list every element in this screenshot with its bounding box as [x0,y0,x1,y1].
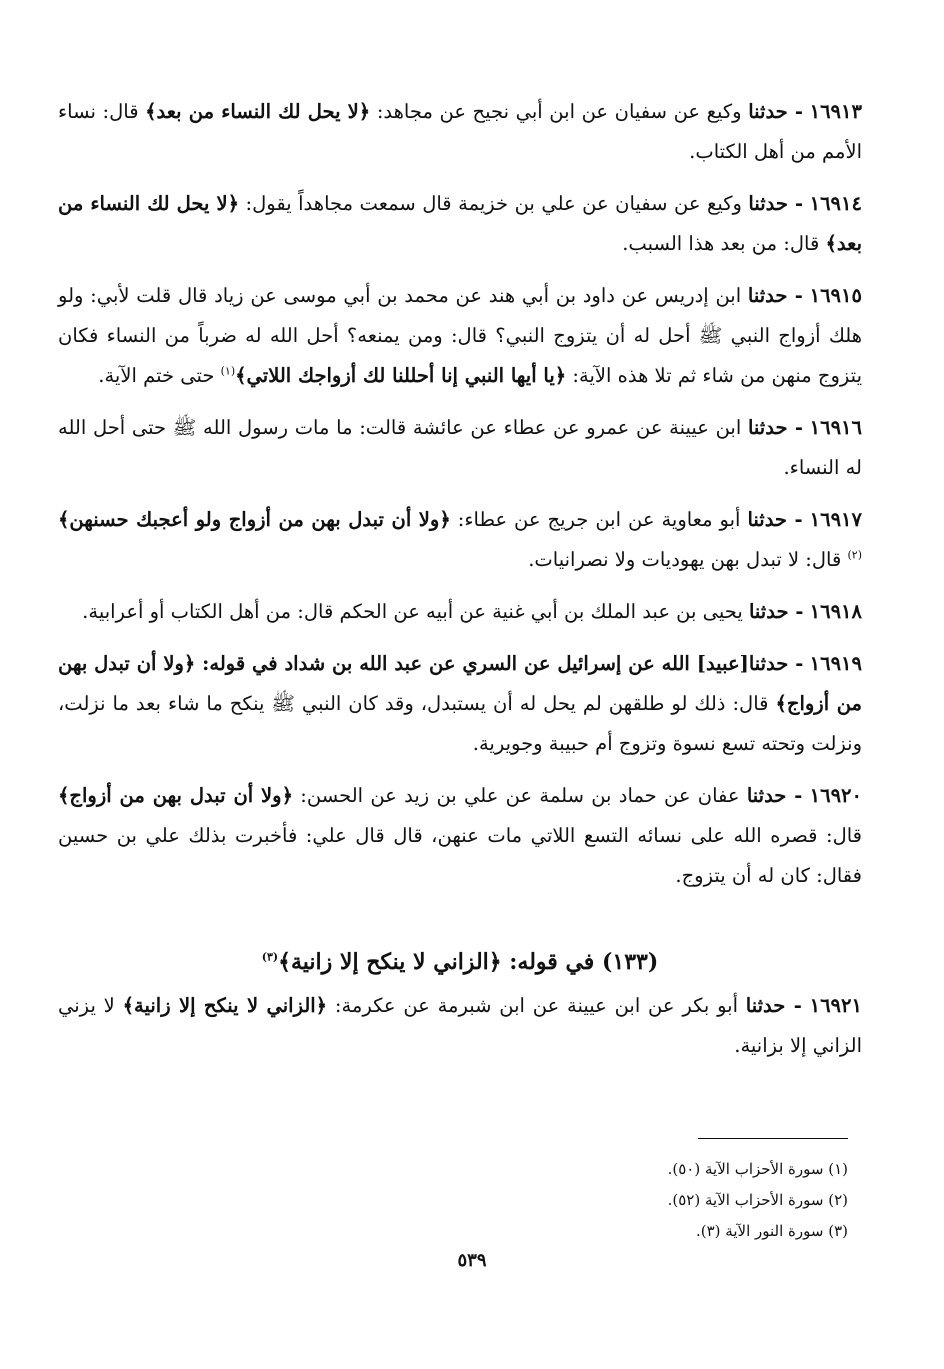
hadith-lead: - حدثنا [748,100,804,123]
section-heading [58,942,862,982]
hadith-entry [58,500,862,580]
hadith-lead: - حدثنا [745,994,802,1017]
hadith-number: ١٦٩١٦ [809,416,862,439]
hadith-entry [58,592,862,632]
hadith-number: ١٦٩١٧ [809,508,863,531]
hadith-entry [58,776,862,896]
hadith-entry [58,92,862,172]
hadith-text-end: حتى ختم الآية. [98,364,221,387]
hadith-text: أبو معاوية عن ابن جريج عن عطاء: [450,508,748,531]
hadith-number: ١٦٩١٩ [809,652,862,675]
hadith-entry [58,184,862,264]
quran-quote: ﴿ولا أن تبدل بهن من أزواج ولو أعجبك حسنهن﴾ [58,508,451,531]
hadith-entry [58,986,862,1066]
footnote-ref: (٣) [261,950,279,964]
hadith-lead: - حدثنا [748,652,804,675]
hadith-text: ابن إدريس عن داود بن أبي هند عن محمد بن أبي موسى عن زياد قال قلت لأبي: ولو هلك أزواج النبي ﷺ أحل له أن يتزوج النبي؟ قال: ومن يمنعه؟ أحل الله له ضرباً من النساء فكان يتزوج منهن من شاء ثم تلا هذه الآية: [58,284,862,387]
hadith-text-end: قال: نساء الأمم من أهل الكتاب. [58,100,862,163]
hadith-entry [58,644,862,764]
footnotes [300,1154,848,1247]
hadith-lead: - حدثنا [747,416,803,439]
hadith-lead: - حدثنا [747,284,803,307]
hadith-lead: - حدثنا [746,784,803,807]
hadith-text: يحيى بن عبد الملك بن أبي غنية عن أبيه عن الحكم قال: من أهل الكتاب أو أعرابية. [82,600,749,623]
hadith-number: ١٦٩١٨ [809,600,862,623]
quran-quote: ﴿لا يحل لك النساء من بعد﴾ [58,192,862,255]
hadith-text: وكيع عن سفيان عن ابن أبي نجيح عن مجاهد: [370,100,749,123]
footnote: (٣) سورة النور الآية (٣). [695,1222,848,1240]
hadith-text-end: قال: قصره الله على نسائه التسع اللاتي مات عنهن، قال قال علي: فأخبرت بذلك علي بن حسين فقال: كان له أن يتزوج. [58,824,862,887]
quran-quote: ﴿يا أيها النبي إنا أحللنا لك أزواجك اللاتي﴾ [235,364,567,387]
hadith-lead: - حدثنا [747,508,803,531]
quran-quote: ﴿لا يحل لك النساء من بعد﴾ [145,100,371,123]
hadith-text-end: قال: لا تبدل بهن يهوديات ولا نصرانيات. [528,548,848,571]
hadith-text-end: لا يزني الزاني إلا بزانية. [58,994,862,1057]
footnote-ref: (١) [220,364,236,378]
section-heading-text: (١٣٣) في قوله: ﴿الزاني لا ينكح إلا زانية﴾ [278,949,659,975]
hadith-number: ١٦٩٢٠ [809,784,862,807]
hadith-entry [58,408,862,488]
hadith-lead: - حدثنا [748,600,804,623]
hadith-text-end: قال: ذلك لو طلقهن لم يحل له أن يستبدل، وقد كان النبي ﷺ ينكح ما شاء بعد ما نزلت، ونزلت وتحته تسع نسوة وتزوج أم حبيبة وجويرية. [58,692,862,755]
footnote-ref: (٢) [847,548,862,562]
hadith-text: أبو بكر عن ابن عيينة عن ابن شبرمة عن عكرمة: [327,994,746,1017]
hadith-text: ابن عيينة عن عمرو عن عطاء عن عائشة قالت: ما مات رسول الله ﷺ حتى أحل الله له النساء. [58,416,862,479]
hadith-number: ١٦٩١٥ [809,284,862,307]
quran-quote: ﴿ولا أن تبدل بهن من أزواج﴾ [58,652,862,715]
hadith-text: وكيع عن سفيان عن علي بن خزيمة قال سمعت مجاهداً يقول: [239,192,749,215]
footnote-divider [698,1138,848,1139]
page-number: ٥٣٩ [457,1250,487,1271]
footnote: (٢) سورة الأحزاب الآية (٥٢). [667,1191,848,1209]
quran-quote: ﴿الزاني لا ينكح إلا زانية﴾ [122,994,328,1017]
hadith-text: [عبيد] الله عن إسرائيل عن السري عن عبد الله بن شداد في قوله: [195,652,749,675]
hadith-text: عفان عن حماد بن سلمة عن علي بن زيد عن الحسن: [293,784,747,807]
hadith-number: ١٦٩١٤ [809,192,862,215]
hadith-number: ١٦٩١٣ [809,100,862,123]
hadith-text-end: قال: من بعد هذا السبب. [622,232,826,255]
hadith-number: ١٦٩٢١ [809,994,862,1017]
hadith-entry [58,276,862,396]
footnote: (١) سورة الأحزاب الآية (٥٠). [667,1160,848,1178]
hadith-lead: - حدثنا [748,192,804,215]
main-text [58,92,862,1078]
quran-quote: ﴿ولا أن تبدل بهن من أزواج﴾ [58,784,294,807]
